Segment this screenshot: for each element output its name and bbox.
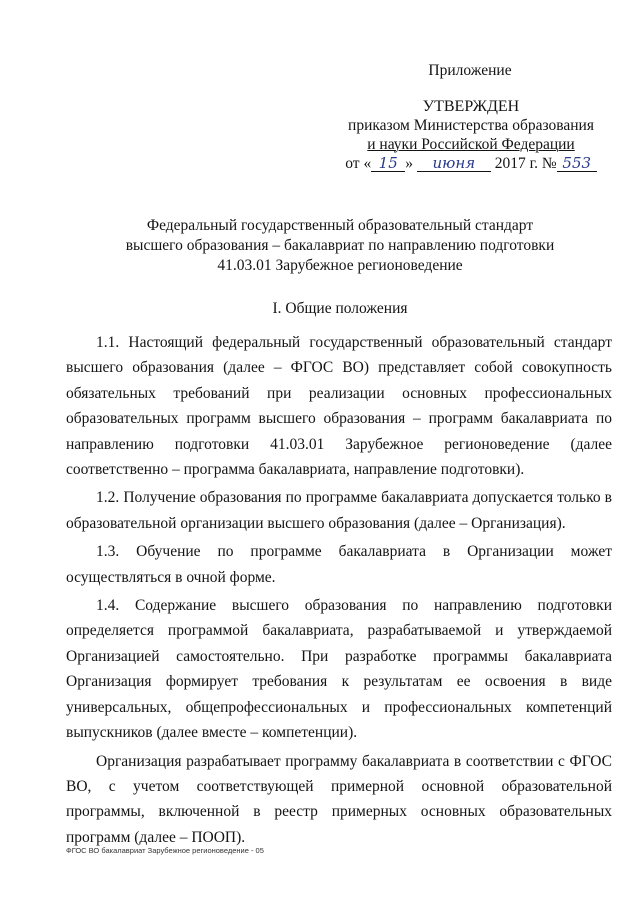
date-year: 2017 г. № bbox=[494, 155, 557, 172]
document-body bbox=[66, 330, 612, 850]
title-line-3: 41.03.01 Зарубежное регионоведение bbox=[217, 257, 463, 274]
order-line-1: приказом Министерства образования bbox=[348, 117, 594, 134]
approved-label: УТВЕРЖДЕН bbox=[422, 98, 520, 115]
document-title bbox=[90, 216, 590, 276]
appendix-label: Приложение bbox=[428, 62, 512, 79]
title-line-1: Федеральный государственный образовательный стандарт bbox=[146, 217, 534, 234]
paragraph-1-4: 1.4. Содержание высшего образования по направлению подготовки определяется программой бакалавриата, разрабатываемой и утверждаемой Организацией самостоятельно. При разработке программы бакалавриата Организация формирует требования к результатам ее освоения в виде универсальных, общепрофессиональных и профессиональных компетенций выпускников (далее вместе – компетенции). bbox=[66, 597, 612, 742]
page-footer: ФГОС ВО бакалавриат Зарубежное регионоведение - 05 bbox=[66, 846, 264, 855]
date-day: 15 bbox=[371, 155, 405, 172]
date-prefix: от « bbox=[345, 155, 372, 172]
paragraph-organization: Организация разрабатывает программу бакалавриата в соответствии с ФГОС ВО, с учетом соответствующей примерной основной образовательной программы, включенной в реестр примерных основных образовательных программ (далее – ПООП). bbox=[66, 752, 612, 846]
date-mid: » bbox=[405, 155, 413, 172]
order-line-2: и науки Российской Федерации bbox=[367, 136, 575, 153]
order-date-line bbox=[336, 154, 606, 173]
date-month: июня bbox=[417, 155, 491, 172]
approval-block bbox=[336, 97, 606, 173]
title-line-2: высшего образования – бакалавриат по направлению подготовки bbox=[125, 237, 555, 254]
paragraph-1-2: 1.2. Получение образования по программе бакалавриата допускается только в образовательной организации высшего образования (далее – Организация). bbox=[66, 489, 612, 532]
section-heading: I. Общие положения bbox=[272, 300, 408, 317]
paragraph-1-1: 1.1. Настоящий федеральный государственный образовательный стандарт высшего образования (далее – ФГОС ВО) представляет собой совокупность обязательных требований при реализации основных профессиональных образовательных программ высшего образования – программ бакалавриата по направлению подготовки 41.03.01 Зарубежное регионоведение (далее соответственно – программа бакалавриата, направление подготовки). bbox=[66, 334, 612, 479]
paragraph-1-3: 1.3. Обучение по программе бакалавриата в Организации может осуществляться в очной форме. bbox=[66, 543, 612, 586]
order-number: 553 bbox=[557, 155, 597, 172]
